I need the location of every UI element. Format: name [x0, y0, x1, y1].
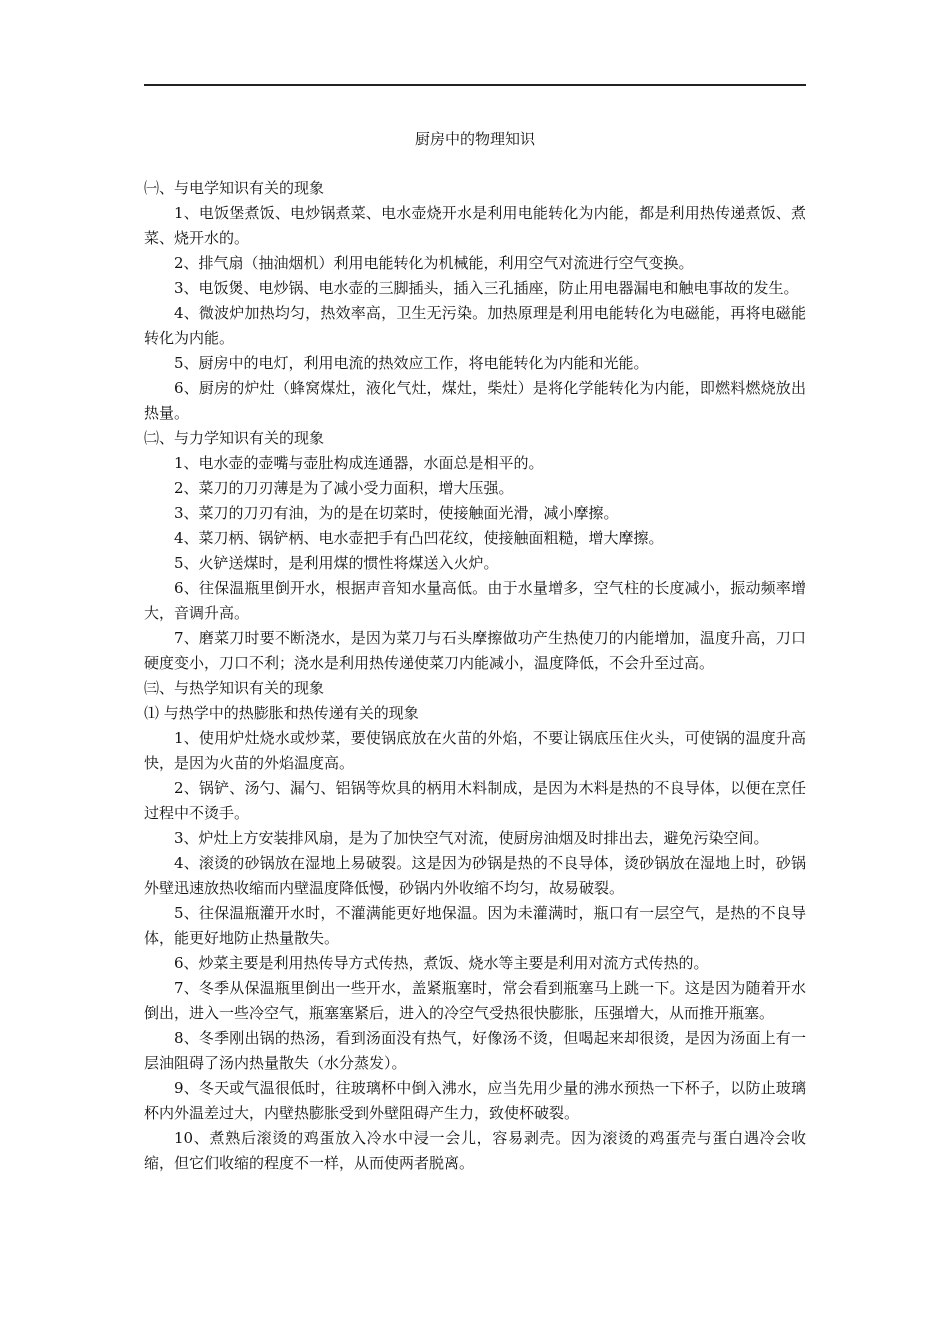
paragraph: 2、锅铲、汤勺、漏勺、铝锅等炊具的柄用木料制成，是因为木料是热的不良导体，以便在烹任过程中不烫手。 — [144, 779, 806, 822]
paragraph: 4、滚烫的砂锅放在湿地上易破裂。这是因为砂锅是热的不良导体，烫砂锅放在湿地上时，砂锅外壁迅速放热收缩而内壁温度降低慢，砂锅内外收缩不均匀，故易破裂。 — [144, 854, 806, 897]
header-rule — [144, 84, 806, 86]
paragraph: 5、往保温瓶灌开水时，不灌满能更好地保温。因为未灌满时，瓶口有一层空气，是热的不良导体，能更好地防止热量散失。 — [144, 904, 806, 947]
document-body — [144, 176, 806, 1176]
paragraph: 1、使用炉灶烧水或炒菜，要使锅底放在火苗的外焰，不要让锅底压住火头，可使锅的温度升高快，是因为火苗的外焰温度高。 — [144, 729, 806, 772]
paragraph: 4、微波炉加热均匀，热效率高，卫生无污染。加热原理是利用电能转化为电磁能，再将电磁能转化为内能。 — [144, 304, 806, 347]
paragraph: 1、电饭堡煮饭、电炒锅煮菜、电水壶烧开水是利用电能转化为内能，都是利用热传递煮饭、煮菜、烧开水的。 — [144, 204, 806, 247]
paragraph: 7、磨菜刀时要不断浇水，是因为菜刀与石头摩擦做功产生热使刀的内能增加，温度升高，刀口硬度变小，刀口不利；浇水是利用热传递使菜刀内能减小，温度降低，不会升至过高。 — [144, 629, 806, 672]
section-heading: ㈡、与力学知识有关的现象 — [144, 429, 325, 447]
paragraph: 1、电水壶的壶嘴与壶肚构成连通器，水面总是相平的。 — [174, 454, 544, 472]
document-title: 厨房中的物理知识 — [414, 130, 535, 148]
section-heading: ㈠、与电学知识有关的现象 — [144, 179, 325, 197]
paragraph: 6、炒菜主要是利用热传导方式传热，煮饭、烧水等主要是利用对流方式传热的。 — [174, 954, 709, 972]
paragraph: 7、冬季从保温瓶里倒出一些开水，盖紧瓶塞时，常会看到瓶塞马上跳一下。这是因为随着开水倒出，进入一些冷空气，瓶塞塞紧后，进入的冷空气受热很快膨胀，压强增大，从而推开瓶塞。 — [144, 979, 806, 1022]
paragraph: 6、往保温瓶里倒开水，根据声音知水量高低。由于水量增多，空气柱的长度减小，振动频率增大，音调升高。 — [144, 579, 806, 622]
paragraph: 5、厨房中的电灯，利用电流的热效应工作，将电能转化为内能和光能。 — [174, 354, 649, 372]
paragraph: 2、排气扇（抽油烟机）利用电能转化为机械能，利用空气对流进行空气变换。 — [174, 254, 694, 272]
paragraph: 10、煮熟后滚烫的鸡蛋放入冷水中浸一会儿，容易剥壳。因为滚烫的鸡蛋壳与蛋白遇冷会收缩，但它们收缩的程度不一样，从而使两者脱离。 — [144, 1129, 806, 1172]
paragraph: 2、菜刀的刀刃薄是为了减小受力面积，增大压强。 — [174, 479, 514, 497]
paragraph: 6、厨房的炉灶（蜂窝煤灶，液化气灶，煤灶，柴灶）是将化学能转化为内能，即燃料燃烧放出热量。 — [144, 379, 806, 422]
paragraph: 3、炉灶上方安装排风扇，是为了加快空气对流，使厨房油烟及时排出去，避免污染空间。 — [174, 829, 769, 847]
paragraph: 3、电饭煲、电炒锅、电水壶的三脚插头，插入三孔插座，防止用电器漏电和触电事故的发生。 — [174, 279, 799, 297]
paragraph: 9、冬天或气温很低时，往玻璃杯中倒入沸水，应当先用少量的沸水预热一下杯子，以防止玻璃杯内外温差过大，内壁热膨胀受到外壁阻碍产生力，致使杯破裂。 — [144, 1079, 806, 1122]
subsection-heading: ⑴ 与热学中的热膨胀和热传递有关的现象 — [144, 704, 419, 722]
paragraph: 8、冬季刚出锅的热汤，看到汤面没有热气，好像汤不烫，但喝起来却很烫，是因为汤面上有一层油阻碍了汤内热量散失（水分蒸发）。 — [144, 1029, 806, 1072]
paragraph: 3、菜刀的刀刃有油，为的是在切菜时，使接触面光滑，减小摩擦。 — [174, 504, 619, 522]
section-heading: ㈢、与热学知识有关的现象 — [144, 679, 325, 697]
paragraph: 5、火铲送煤时，是利用煤的惯性将煤送入火炉。 — [174, 554, 499, 572]
paragraph: 4、菜刀柄、锅铲柄、电水壶把手有凸凹花纹，使接触面粗糙，增大摩擦。 — [174, 529, 664, 547]
